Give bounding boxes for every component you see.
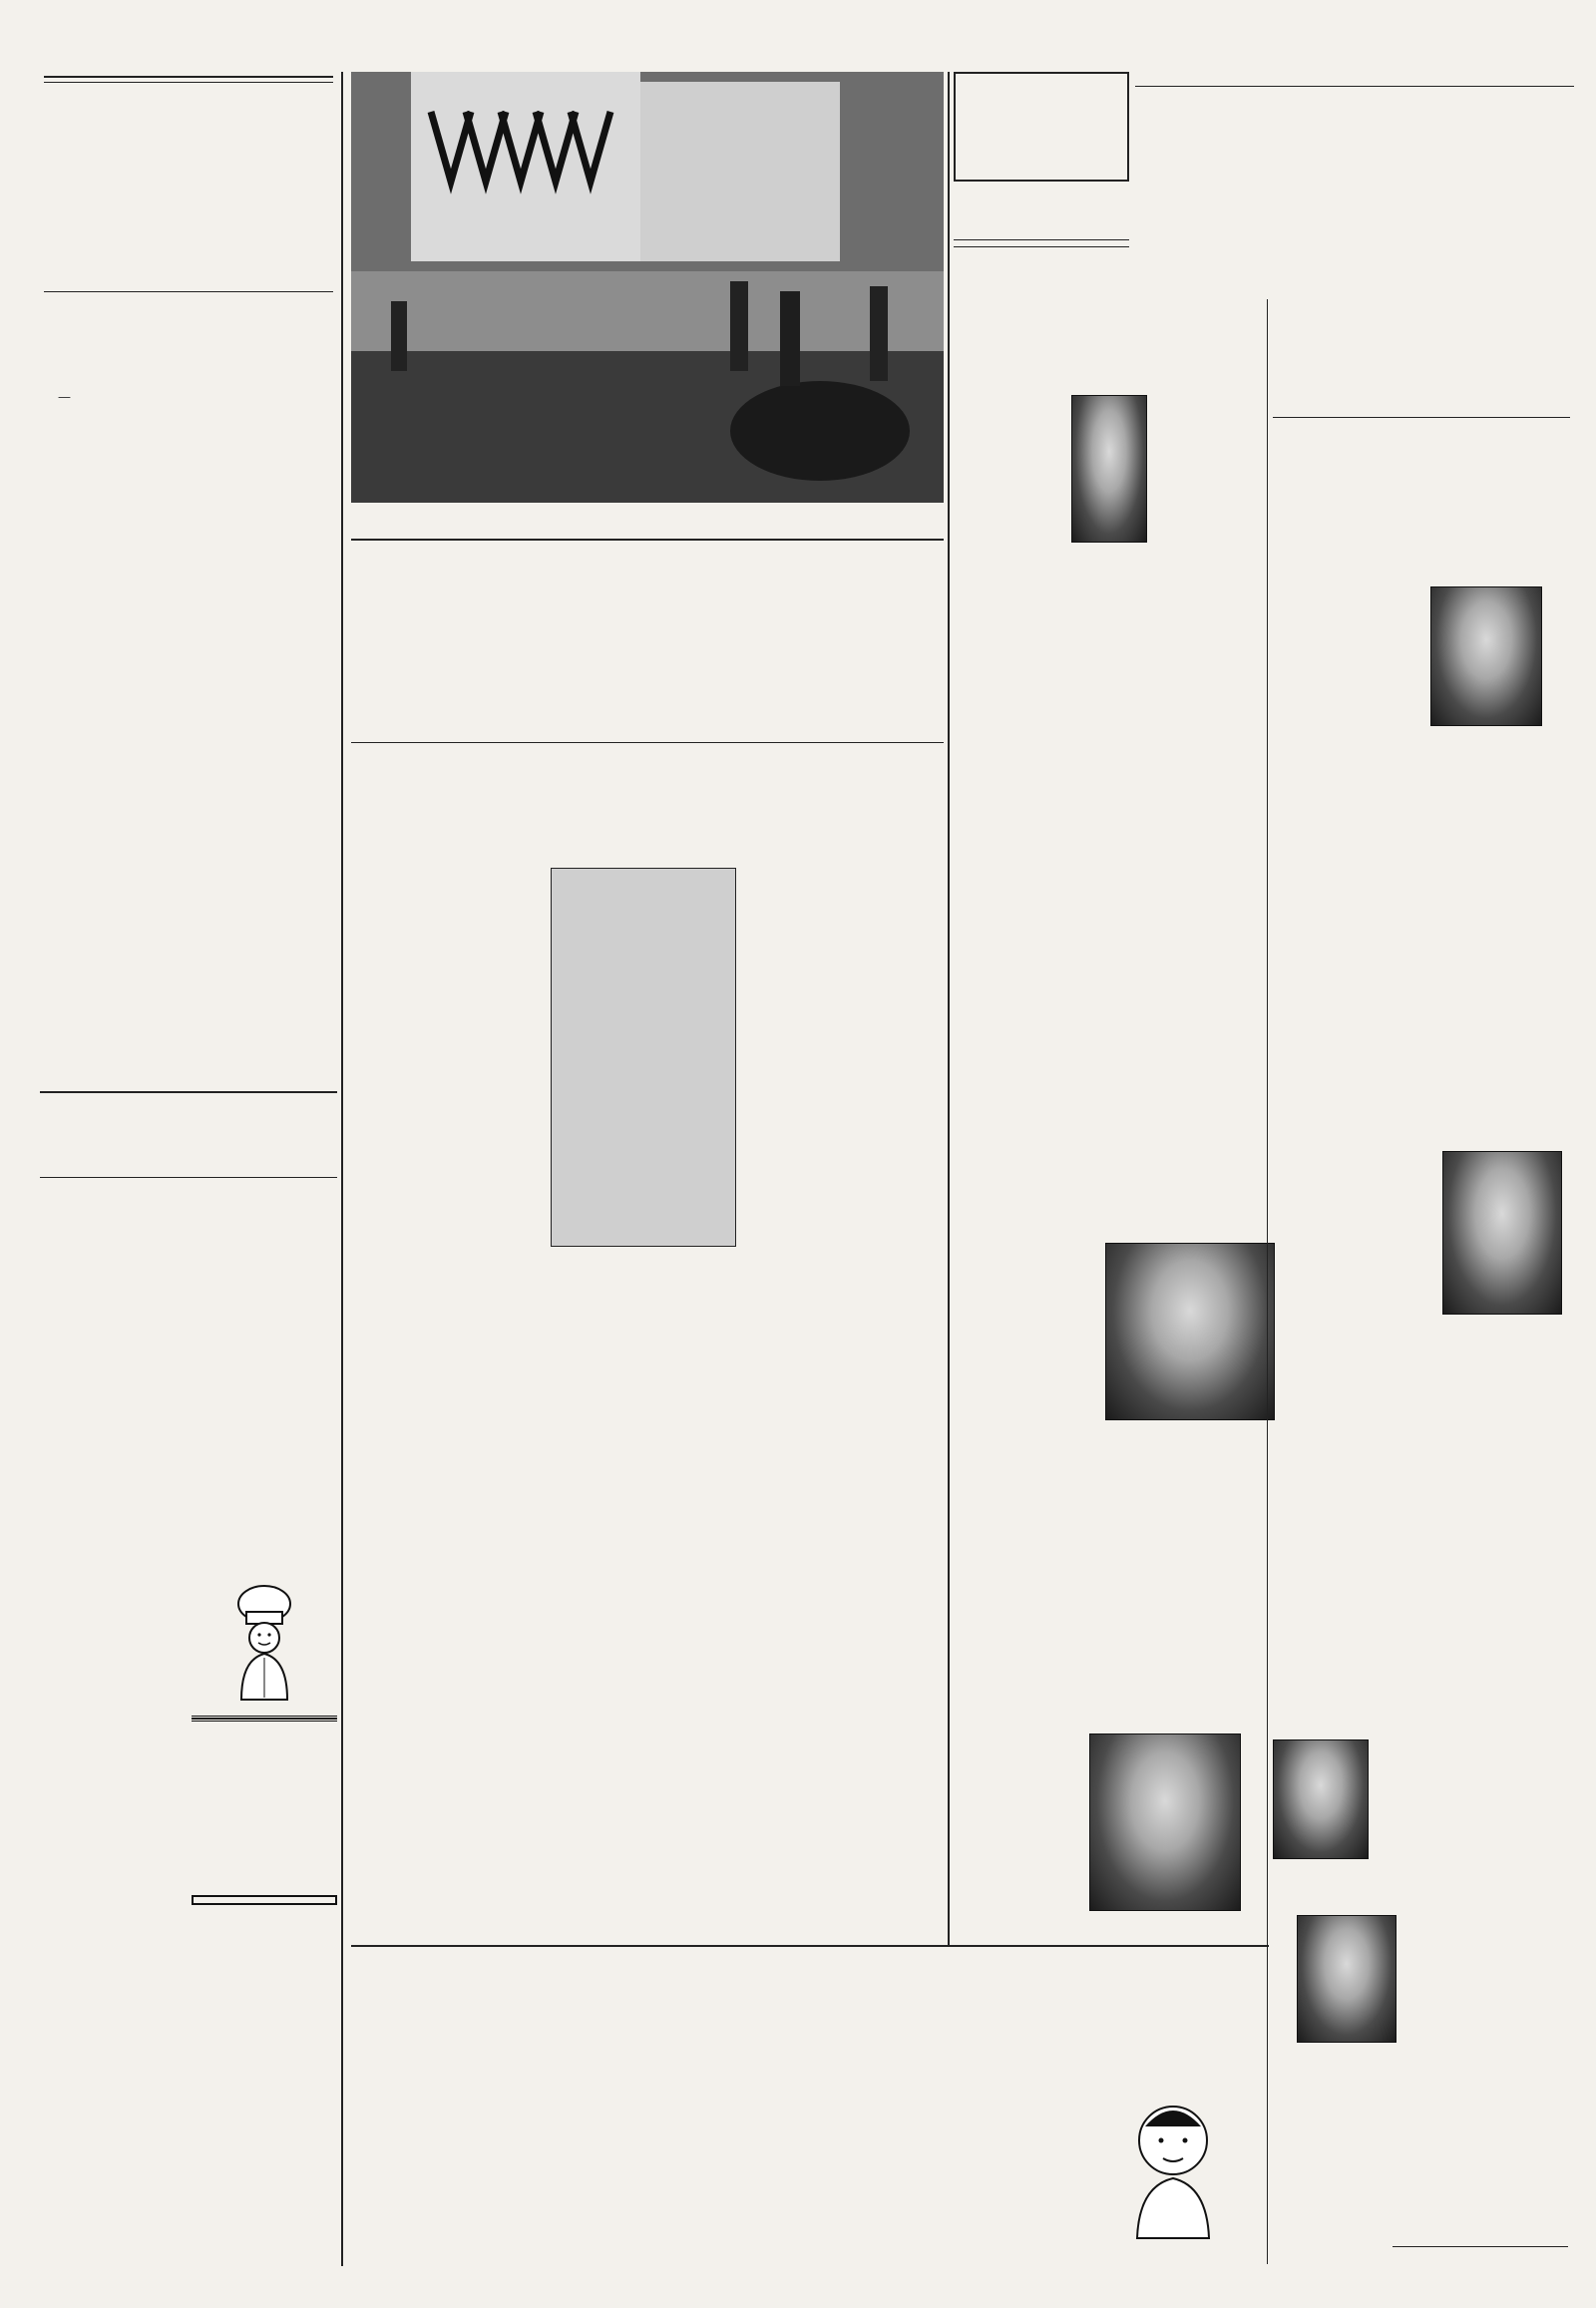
palestine-body [956,307,1063,1883]
health-intro [746,1951,942,2262]
egypt-body-bottom [44,1602,184,2220]
bevan-cartoon [1103,2091,1243,2240]
italy-body-left [355,788,541,1925]
italy-body-mid [551,788,736,864]
masthead-dateline [44,76,333,83]
portrait-funk [1442,1151,1562,1315]
portrait-donitz [1089,1733,1241,1911]
divider-italy [351,539,944,541]
col1-body: — [58,390,71,405]
egypt-body-left [44,1293,184,1592]
column-rule-3 [1267,299,1268,2264]
palestine-box [954,72,1129,182]
egypt-body-right [192,1293,333,1548]
ad-footer [192,1895,337,1905]
palestine-headline [956,74,1127,94]
ad-brand [192,1716,337,1722]
column-rule-2 [948,72,950,1945]
spandau-body-left [1135,289,1265,413]
spandau-body [1277,1426,1566,1726]
italian-poster-photo [551,868,736,1247]
divider-italy-2 [351,742,944,743]
portrait-hess [1071,395,1147,543]
rome-street-photo [351,72,944,503]
portrait-schirach [1273,1739,1369,1859]
col1-kicker [44,289,333,292]
portrait-neurath [1105,1243,1275,1420]
palestine-kicker [954,239,1129,247]
italy-body-right [746,788,942,1925]
divider-egypt-2 [40,1177,337,1178]
health-body-2 [950,2089,1099,2264]
divider-health [351,1945,1269,1947]
stereol-ad [192,1580,337,2218]
spandau-continued [1393,2246,1568,2247]
column-rule-1 [341,72,343,2266]
ad-quote [192,1728,337,1887]
spandau-subdeck [1273,413,1570,418]
portrait-speer [1430,586,1542,726]
portrait-raeder [1297,1915,1396,2043]
divider-egypt [40,1091,337,1093]
masthead [44,72,333,136]
spandau-kicker [1135,84,1574,87]
chef-illustration [192,1580,337,1710]
